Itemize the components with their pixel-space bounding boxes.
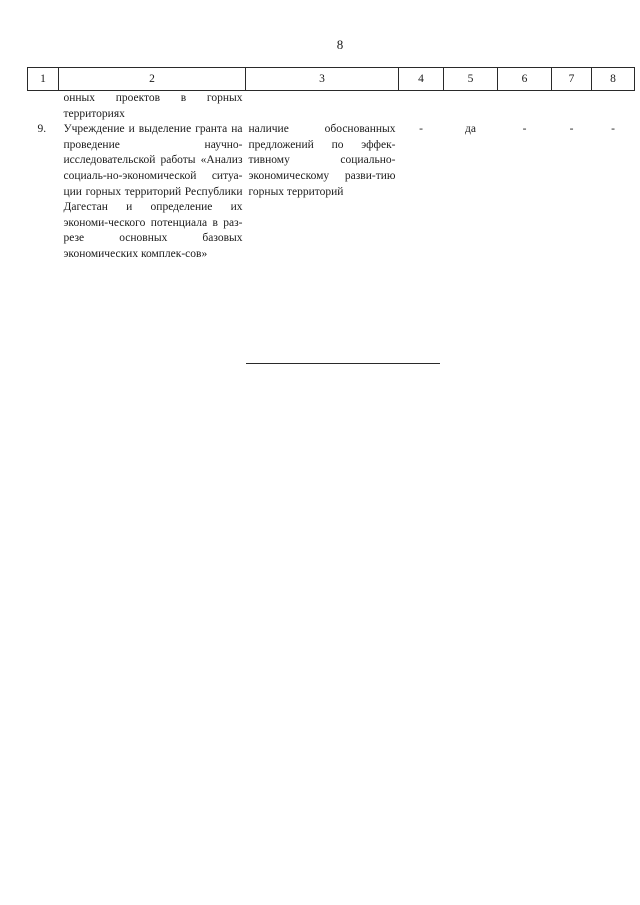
page-number: 8 — [336, 37, 344, 52]
header-col-4: 4 — [399, 68, 444, 91]
value-col-7: - — [569, 123, 574, 136]
header-col-8: 8 — [592, 68, 635, 91]
value-col-4: - — [419, 123, 423, 136]
table-row-continuation — [28, 91, 635, 123]
table-row-9 — [28, 122, 635, 262]
value-col-6: - — [522, 123, 527, 136]
end-separator-line — [246, 363, 440, 364]
header-col-3: 3 — [246, 68, 399, 91]
header-col-5: 5 — [444, 68, 498, 91]
value-col-8: - — [611, 123, 615, 136]
header-col-1: 1 — [28, 68, 59, 91]
continuation-text: онных проектов в горных территориях — [63, 92, 243, 120]
row-number: 9. — [37, 123, 47, 136]
measures-table — [27, 67, 635, 263]
value-col-5: да — [465, 123, 476, 136]
header-col-7: 7 — [552, 68, 592, 91]
header-col-2: 2 — [59, 68, 246, 91]
header-col-6: 6 — [498, 68, 552, 91]
expected-result: наличие обоснованных предложений по эффек-тивному социально-экономическому разви-тию горных территорий — [248, 123, 396, 198]
measure-description: Учреждение и выделение гранта на проведение научно-исследовательской работы «Анализ социаль-но-экономической ситуа-ции горных территорий Республики Дагестан и определение их экономи-ческого потенциала в раз-резе основных базовых экономических комплек-сов» — [63, 123, 243, 260]
table-header-row — [28, 68, 635, 91]
